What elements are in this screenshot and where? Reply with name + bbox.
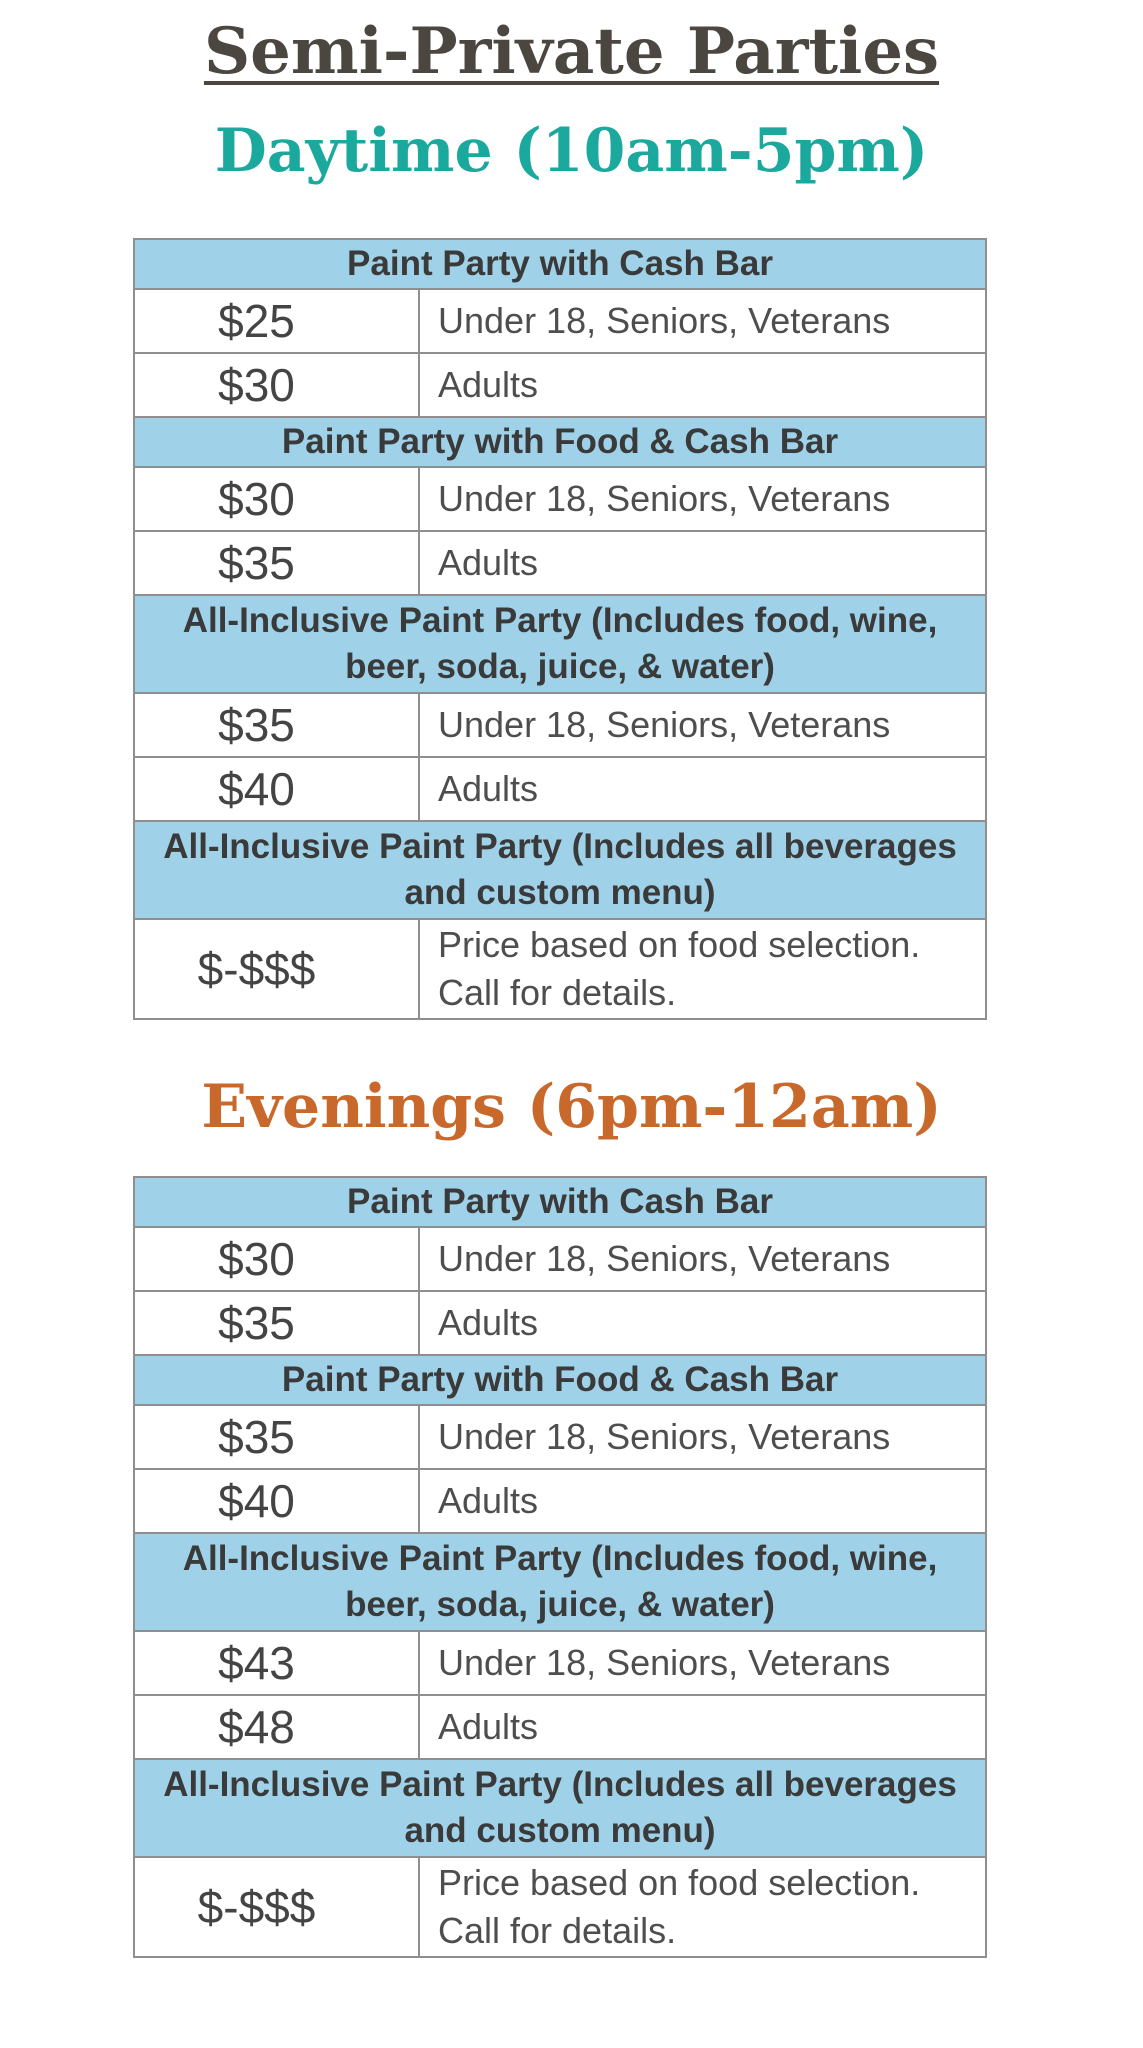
price-cell: $35 bbox=[134, 1405, 419, 1469]
group-heading: All-Inclusive Paint Party (Includes all beverages and custom menu) bbox=[134, 821, 986, 919]
group-heading: Paint Party with Food & Cash Bar bbox=[134, 1355, 986, 1405]
daytime-section-title: Daytime (10am-5pm) bbox=[214, 116, 929, 186]
price-cell: $30 bbox=[134, 1227, 419, 1291]
table-row bbox=[134, 1857, 986, 1957]
table-row bbox=[134, 757, 986, 821]
table-row bbox=[134, 1695, 986, 1759]
page-title: Semi-Private Parties bbox=[203, 14, 940, 89]
table-group-header bbox=[134, 1533, 986, 1631]
table-row bbox=[134, 919, 986, 1019]
price-cell: $48 bbox=[134, 1695, 419, 1759]
table-group-header bbox=[134, 1177, 986, 1227]
group-heading: All-Inclusive Paint Party (Includes all beverages and custom menu) bbox=[134, 1759, 986, 1857]
group-heading: All-Inclusive Paint Party (Includes food, wine, beer, soda, juice, & water) bbox=[134, 595, 986, 693]
group-heading: Paint Party with Food & Cash Bar bbox=[134, 417, 986, 467]
price-cell: $40 bbox=[134, 757, 419, 821]
evenings-section-title: Evenings (6pm-12am) bbox=[201, 1072, 942, 1142]
description-cell: Under 18, Seniors, Veterans bbox=[419, 1405, 986, 1469]
table-row bbox=[134, 693, 986, 757]
price-cell: $35 bbox=[134, 693, 419, 757]
table-row bbox=[134, 467, 986, 531]
evenings-price-table bbox=[133, 1176, 987, 1958]
price-cell: $43 bbox=[134, 1631, 419, 1695]
table-row bbox=[134, 531, 986, 595]
table-row bbox=[134, 1631, 986, 1695]
group-heading: All-Inclusive Paint Party (Includes food, wine, beer, soda, juice, & water) bbox=[134, 1533, 986, 1631]
table-group-header bbox=[134, 239, 986, 289]
price-cell: $30 bbox=[134, 353, 419, 417]
table-group-header bbox=[134, 595, 986, 693]
table-row bbox=[134, 1291, 986, 1355]
description-cell: Under 18, Seniors, Veterans bbox=[419, 289, 986, 353]
description-cell: Adults bbox=[419, 1291, 986, 1355]
description-cell: Under 18, Seniors, Veterans bbox=[419, 1227, 986, 1291]
group-heading: Paint Party with Cash Bar bbox=[134, 1177, 986, 1227]
description-cell: Price based on food selection. Call for details. bbox=[419, 919, 986, 1019]
description-cell: Adults bbox=[419, 531, 986, 595]
table-row bbox=[134, 353, 986, 417]
group-heading: Paint Party with Cash Bar bbox=[134, 239, 986, 289]
price-cell: $-$$$ bbox=[134, 919, 419, 1019]
table-row bbox=[134, 1227, 986, 1291]
table-group-header bbox=[134, 1355, 986, 1405]
description-cell: Under 18, Seniors, Veterans bbox=[419, 467, 986, 531]
description-cell: Adults bbox=[419, 1469, 986, 1533]
daytime-price-table bbox=[133, 238, 987, 1020]
price-cell: $30 bbox=[134, 467, 419, 531]
table-row bbox=[134, 1469, 986, 1533]
table-group-header bbox=[134, 1759, 986, 1857]
table-group-header bbox=[134, 821, 986, 919]
description-cell: Price based on food selection. Call for details. bbox=[419, 1857, 986, 1957]
table-row bbox=[134, 1405, 986, 1469]
price-cell: $40 bbox=[134, 1469, 419, 1533]
price-cell: $-$$$ bbox=[134, 1857, 419, 1957]
table-group-header bbox=[134, 417, 986, 467]
description-cell: Adults bbox=[419, 353, 986, 417]
description-cell: Under 18, Seniors, Veterans bbox=[419, 693, 986, 757]
price-cell: $25 bbox=[134, 289, 419, 353]
description-cell: Under 18, Seniors, Veterans bbox=[419, 1631, 986, 1695]
price-cell: $35 bbox=[134, 1291, 419, 1355]
table-row bbox=[134, 289, 986, 353]
description-cell: Adults bbox=[419, 757, 986, 821]
description-cell: Adults bbox=[419, 1695, 986, 1759]
price-cell: $35 bbox=[134, 531, 419, 595]
